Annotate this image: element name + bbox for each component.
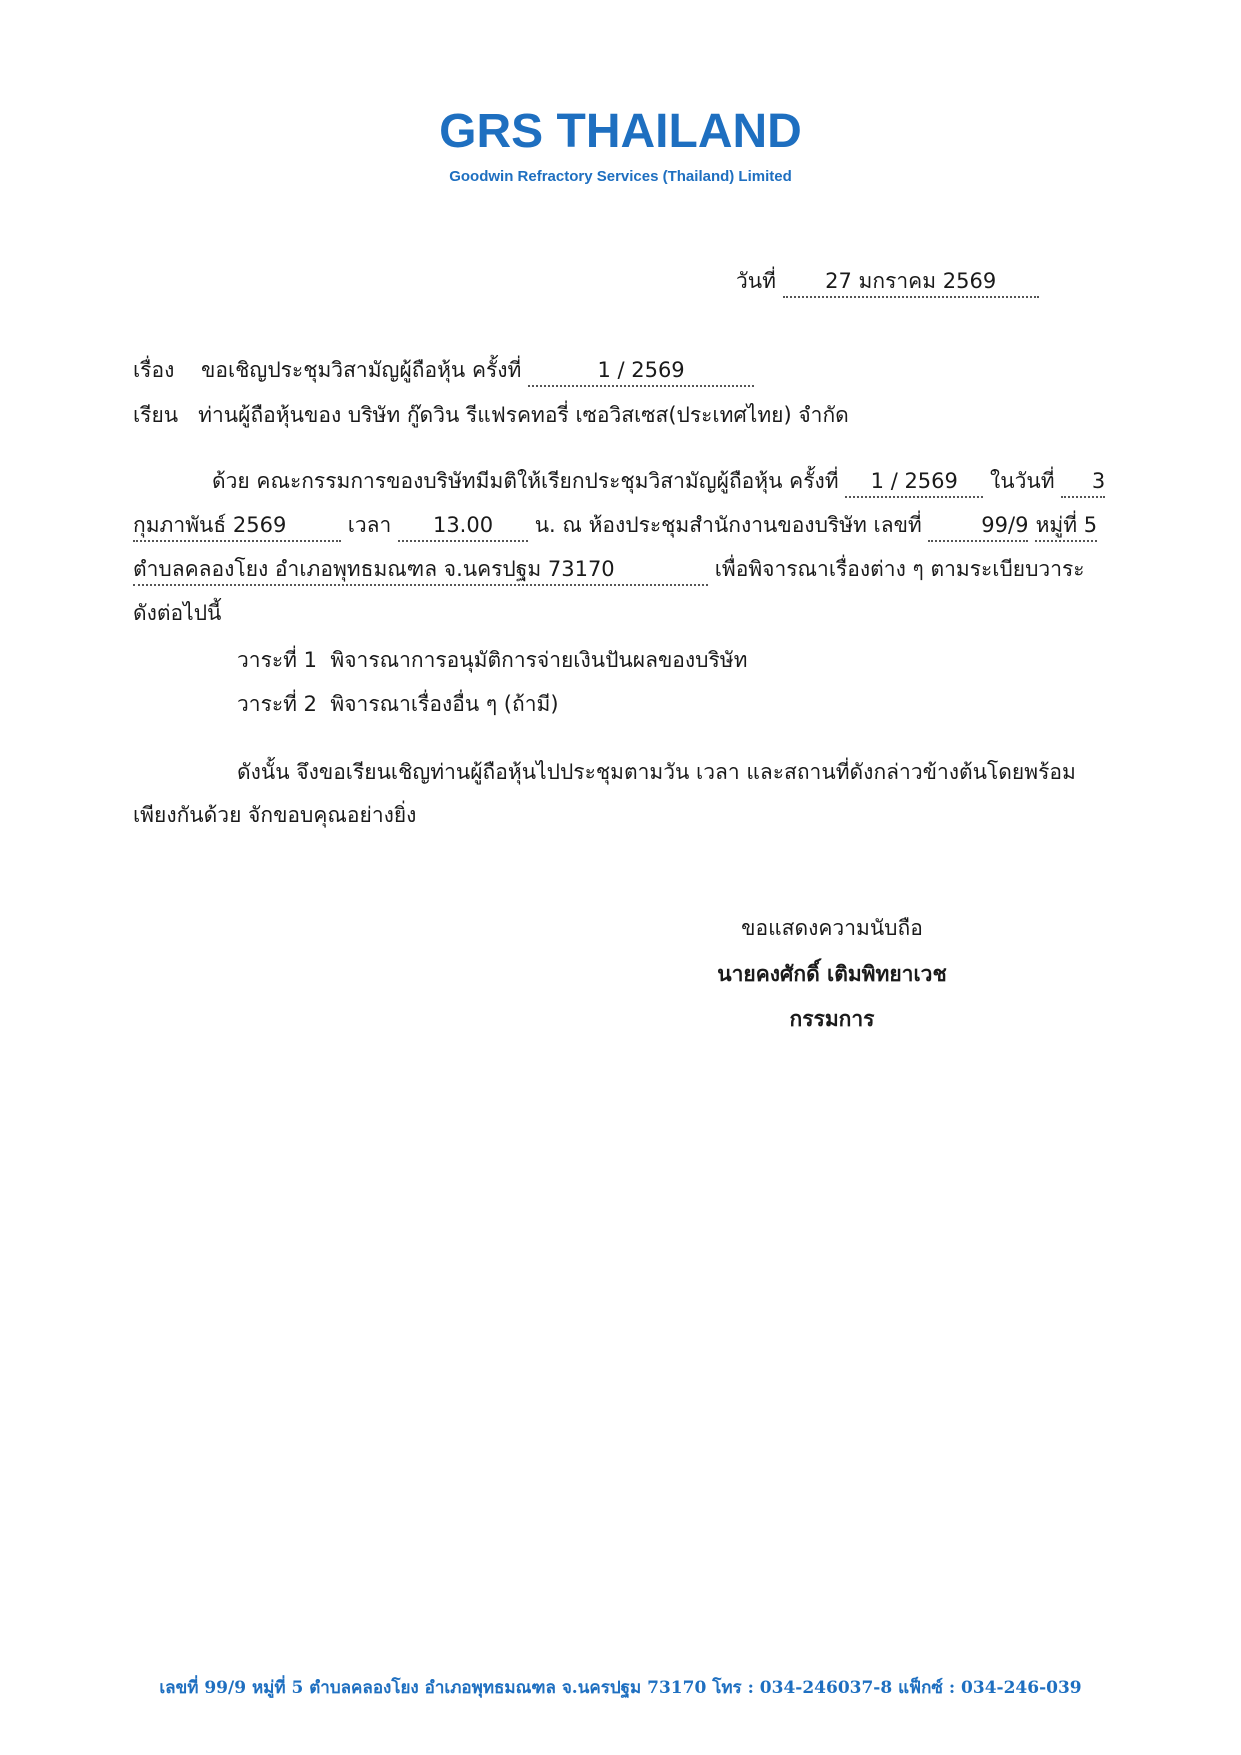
- agenda-item-2: [237, 689, 559, 719]
- meeting-day: 3: [1061, 466, 1105, 498]
- agenda-item-1: [237, 645, 747, 675]
- time-label: เวลา: [347, 513, 392, 537]
- date-line: [736, 266, 1039, 298]
- subject-text: ขอเชิญประชุมวิสามัญผู้ถือหุ้น ครั้งที่: [201, 358, 522, 382]
- venue-text: น. ณ ห้องประชุมสำนักงานของบริษัท เลขที่: [534, 513, 922, 537]
- purpose-text: เพื่อพิจารณาเรื่องต่าง ๆ ตามระเบียบวาระ: [714, 557, 1085, 581]
- date-value: 27 มกราคม 2569: [783, 266, 1039, 298]
- agenda-text: พิจารณาการอนุมัติการจ่ายเงินปันผลของบริษัท: [330, 648, 748, 672]
- subject-number: 1 / 2569: [528, 355, 754, 387]
- meeting-month-year: กุมภาพันธ์ 2569: [133, 510, 341, 542]
- closing-line-2: เพียงกันด้วย จักขอบคุณอย่างยิ่ง: [133, 803, 417, 827]
- signer-title: กรรมการ: [789, 1007, 875, 1031]
- house-number: 99/9: [928, 510, 1028, 542]
- on-date-label: ในวันที่: [989, 469, 1055, 493]
- body-intro: ด้วย คณะกรรมการของบริษัทมีมติให้เรียกประชุมวิสามัญผู้ถือหุ้น ครั้งที่: [212, 469, 839, 493]
- meeting-number: 1 / 2569: [845, 466, 983, 498]
- body-line-3: [133, 554, 1085, 586]
- recipient-line: [133, 400, 849, 430]
- body-line-2: [133, 510, 1097, 542]
- company-logo-text: GRS THAILAND: [439, 105, 802, 158]
- agenda-label: วาระที่ 2: [237, 692, 318, 716]
- subject-line: [133, 355, 754, 387]
- regards-text: ขอแสดงความนับถือ: [741, 916, 923, 940]
- meeting-time: 13.00: [398, 510, 528, 542]
- moo-number: หมู่ที่ 5: [1035, 510, 1097, 542]
- body-line-4: ดังต่อไปนี้: [133, 601, 222, 625]
- closing-line-1: ดังนั้น จึงขอเรียนเชิญท่านผู้ถือหุ้นไปประชุมตามวัน เวลา และสถานที่ดังกล่าวข้างต้นโดยพร้อม: [237, 760, 1076, 784]
- footer-address: เลขที่ 99/9 หมู่ที่ 5 ตำบลคลองโยง อำเภอพุทธมณฑล จ.นครปฐม 73170 โทร : 034-246037-8 แฟ็กซ์ : 034-246-039: [159, 1678, 1082, 1698]
- signer-name: นายคงศักดิ์ เติมพิทยาเวช: [717, 962, 947, 986]
- venue-address: ตำบลคลองโยง อำเภอพุทธมณฑล จ.นครปฐม 73170: [133, 554, 708, 586]
- agenda-text: พิจารณาเรื่องอื่น ๆ (ถ้ามี): [330, 692, 559, 716]
- company-full-name: Goodwin Refractory Services (Thailand) Limited: [449, 168, 792, 185]
- date-label: วันที่: [736, 269, 776, 293]
- agenda-label: วาระที่ 1: [237, 648, 318, 672]
- subject-label: เรื่อง: [133, 358, 175, 382]
- body-line-1: [212, 466, 1105, 498]
- recipient-text: ท่านผู้ถือหุ้นของ บริษัท กู๊ดวิน รีแฟรคทอรี่ เซอวิสเซส(ประเทศไทย) จำกัด: [198, 403, 849, 427]
- recipient-label: เรียน: [133, 403, 179, 427]
